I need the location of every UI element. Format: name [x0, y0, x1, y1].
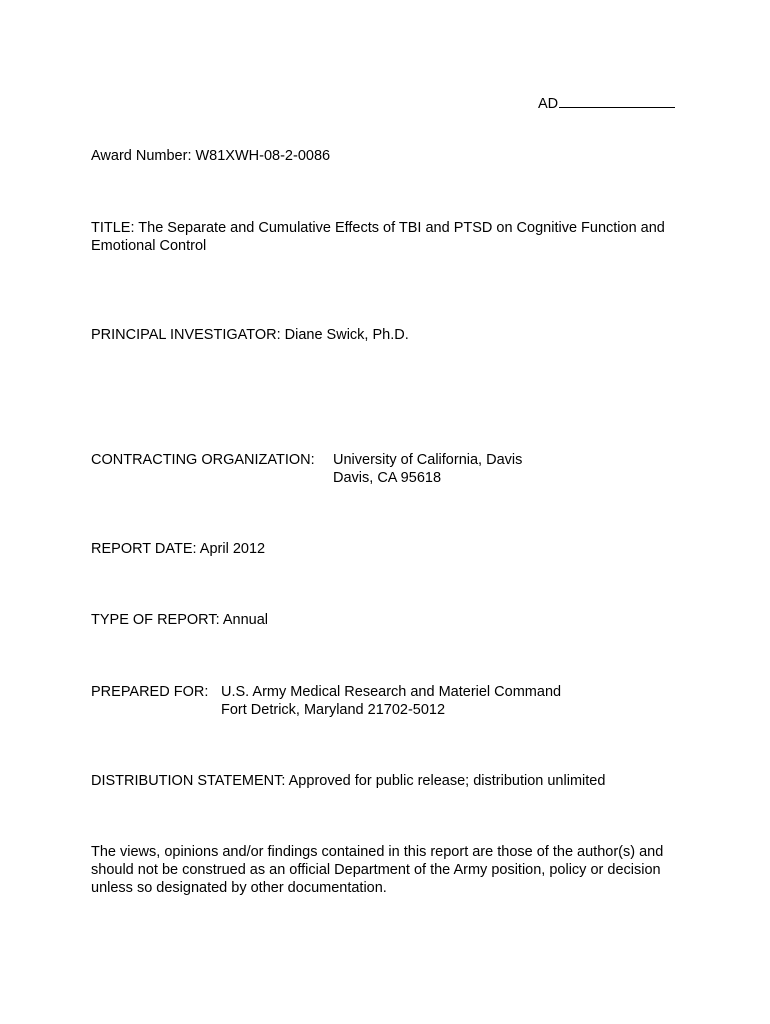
principal-investigator: PRINCIPAL INVESTIGATOR: Diane Swick, Ph.D. — [91, 327, 409, 343]
report-date: REPORT DATE: April 2012 — [91, 541, 266, 557]
prepared-for — [91, 683, 561, 719]
distribution-statement: DISTRIBUTION STATEMENT: Approved for public release; distribution unlimited — [91, 773, 606, 789]
contracting-organization-line2: Davis, CA 95618 — [333, 470, 442, 486]
ad-blank-line — [559, 93, 675, 108]
prepared-for-line2: Fort Detrick, Maryland 21702-5012 — [221, 702, 446, 718]
contracting-organization — [91, 451, 522, 487]
disclaimer-paragraph: The views, opinions and/or findings contained in this report are those of the author(s) and should not be construed as an official Department of the Army position, policy or decision unless so designated by other documentation. — [91, 844, 664, 896]
award-number: Award Number: W81XWH-08-2-0086 — [91, 148, 331, 164]
ad-prefix: AD — [538, 96, 559, 112]
prepared-for-label: PREPARED FOR: — [91, 684, 209, 700]
prepared-for-line1: U.S. Army Medical Research and Materiel Command — [221, 684, 562, 700]
ad-number-field — [538, 93, 675, 113]
contracting-organization-line1: University of California, Davis — [333, 452, 523, 468]
report-title: TITLE: The Separate and Cumulative Effects of TBI and PTSD on Cognitive Function and Emotional Control — [91, 220, 665, 254]
type-of-report: TYPE OF REPORT: Annual — [91, 612, 269, 628]
contracting-organization-label: CONTRACTING ORGANIZATION: — [91, 452, 315, 468]
